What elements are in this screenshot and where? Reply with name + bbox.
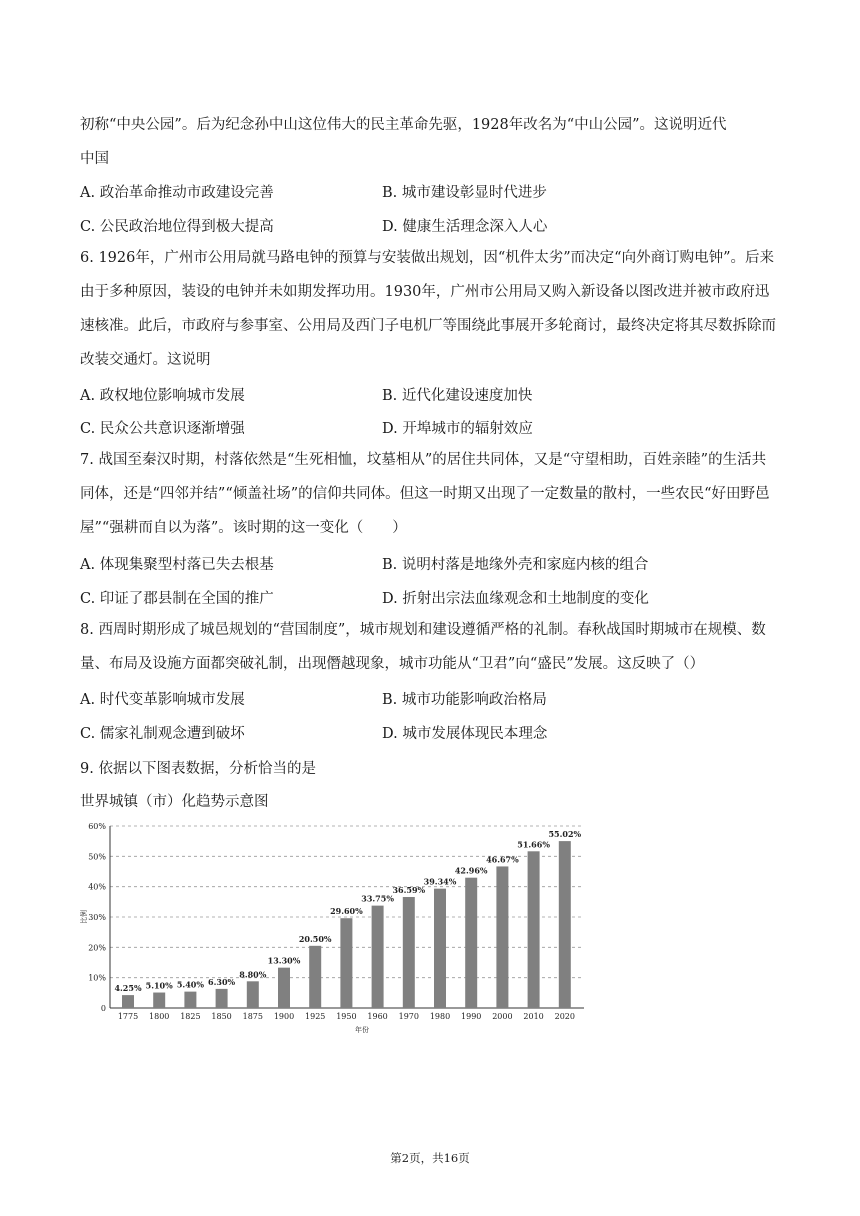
data-label: 5.40% [176,979,204,990]
q7-stem: 7. 战国至秦汉时期，村落依然是“生死相恤，坟墓相从”的居住共同体，又是“守望相助，百姓亲睦”的生活共同体，还是“四邻并结”“倾盖社场”的信仰共同体。但这一时期又出现了一定数量的散村，一些农民“好田野邑屋”“强耕而自以为落”。该时期的这一变化（ ） [80,452,770,536]
y-tick-label: 50% [88,852,106,862]
urbanization-bar-chart [72,812,592,1040]
data-label: 55.02% [548,829,582,840]
q7-option-d: D. 折射出宗法血缘观念和土地制度的变化 [382,591,649,607]
y-tick-label: 30% [88,913,106,922]
x-tick-label: 1775 [117,1012,139,1021]
q8-option-b: B. 城市功能影响政治格局 [382,692,547,708]
x-tick-label: 2000 [492,1012,513,1021]
y-tick-label: 10% [88,973,106,983]
q6-stem: 6. 1926年，广州市公用局就马路电钟的预算与安装做出规划，因“机件太劣”而决定“向外商订购电钟”。后来由于多种原因，装设的电钟并未如期发挥功用。1930年，广州市公用局又购入新设备以图改进并被市政府迅速核准。此后，市政府与参事室、公用局及西门子电机厂等围绕此事展开多轮商讨，最终决定将其尽数拆除而改装交通灯。这说明 [80,250,776,368]
data-label: 33.75% [361,893,394,904]
x-tick-label: 1900 [273,1012,295,1021]
q6-option-b: B. 近代化建设速度加快 [382,388,533,404]
data-label: 29.60% [330,906,363,917]
data-label: 13.30% [267,955,301,966]
q7-option-a: A. 体现集聚型村落已失去根基 [80,557,274,573]
x-tick-label: 1970 [398,1012,419,1021]
data-label: 4.25% [114,983,142,994]
bar [372,906,384,1008]
bar [340,918,352,1008]
y-axis-label: 比例 [80,910,88,924]
q5-stem-line1: 初称“中央公园”。后为纪念孙中山这位伟大的民主革命先驱，1928年改名为“中山公园”。这说明近代 [80,117,727,133]
q8-option-c: C. 儒家礼制观念遭到破坏 [80,726,245,742]
q6-option-a: A. 政权地位影响城市发展 [80,388,245,404]
q6-option-c: C. 民众公共意识逐渐增强 [80,421,245,437]
bar [465,878,477,1008]
data-label: 8.80% [239,969,267,980]
bar [309,946,321,1008]
data-label: 5.10% [145,980,173,991]
data-label: 46.67% [486,854,519,865]
q6-option-d: D. 开埠城市的辐射效应 [382,421,533,437]
bar [247,981,259,1008]
data-label: 36.59% [392,885,426,896]
x-axis-label: 年份 [355,1026,369,1034]
q5-option-b: B. 城市建设彰显时代进步 [382,185,547,201]
q8-option-d: D. 城市发展体现民本理念 [382,726,548,742]
q7-option-b: B. 说明村落是地缘外壳和家庭内核的组合 [382,557,649,573]
data-label: 42.96% [454,865,488,876]
x-tick-label: 1950 [336,1012,357,1021]
bar [122,995,134,1008]
q5-option-c: C. 公民政治地位得到极大提高 [80,219,274,235]
q7-option-c: C. 印证了郡县制在全国的推广 [80,591,274,607]
data-label: 39.34% [423,876,457,887]
bar [153,993,165,1008]
x-tick-label: 1800 [149,1012,170,1021]
x-tick-label: 1925 [305,1012,326,1021]
x-tick-label: 1875 [242,1012,263,1021]
x-tick-label: 1990 [461,1012,482,1021]
q8-option-a: A. 时代变革影响城市发展 [80,692,245,708]
q8-stem: 8. 西周时期形成了城邑规划的“营国制度”，城市规划和建设遵循严格的礼制。春秋战国时期城市在规模、数量、布局及设施方面都突破礼制，出现僭越现象，城市功能从“卫君”向“盛民”发展。这反映了（） [80,622,766,672]
y-tick-label: 60% [88,822,106,831]
bar [216,989,228,1008]
bar [528,851,540,1008]
q9-stem: 9. 依据以下图表数据，分析恰当的是 [80,761,316,777]
x-tick-label: 1980 [429,1012,451,1021]
data-label: 6.30% [208,976,236,987]
bar [403,897,415,1008]
y-tick-label: 20% [88,943,106,953]
bar [278,968,290,1008]
x-tick-label: 1960 [367,1012,388,1021]
y-tick-label: 40% [88,882,106,892]
x-tick-label: 2020 [554,1012,575,1021]
x-tick-label: 1825 [180,1012,201,1021]
data-label: 51.66% [517,839,550,850]
q5-option-d: D. 健康生活理念深入人心 [382,219,548,235]
page-footer: 第2页，共16页 [390,1151,470,1165]
q9-chart-title: 世界城镇（市）化趋势示意图 [80,794,269,810]
y-tick-label: 0 [100,1004,106,1013]
bar [559,841,571,1008]
q5-stem-line2: 中国 [80,151,109,167]
x-tick-label: 2010 [523,1012,544,1021]
bar [434,889,446,1008]
data-label: 20.50% [298,933,332,944]
bar [496,866,508,1008]
x-tick-label: 1850 [211,1012,232,1021]
q5-option-a: A. 政治革命推动市政建设完善 [80,185,274,201]
bar [184,992,196,1008]
